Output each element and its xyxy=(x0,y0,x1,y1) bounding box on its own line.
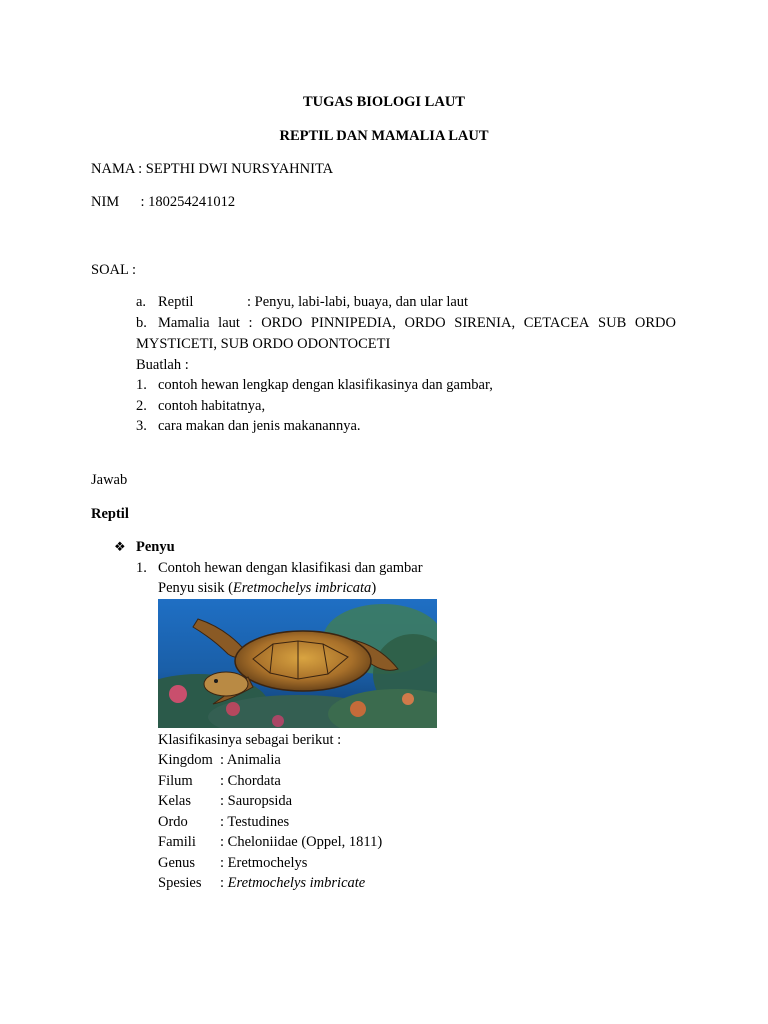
soal-item-b-continuation: MYSTICETI, SUB ORDO ODONTOCETI xyxy=(136,336,391,352)
nim-value: : 180254241012 xyxy=(140,194,236,210)
word: ORDO xyxy=(634,315,676,331)
classification-row xyxy=(158,751,281,769)
classification-label: Kelas xyxy=(158,793,192,809)
classification-value: : Sauropsida xyxy=(220,793,293,809)
document-subtitle: REPTIL DAN MAMALIA LAUT xyxy=(279,128,489,144)
classification-value: : Animalia xyxy=(220,752,281,768)
classification-label: Ordo xyxy=(158,814,188,830)
jawab-label: Jawab xyxy=(91,472,128,488)
classification-row xyxy=(158,772,281,790)
classification-value: : Chordata xyxy=(220,773,281,789)
subsection-heading-penyu: Penyu xyxy=(136,539,175,555)
word: SIRENIA, xyxy=(454,315,516,331)
word: SUB xyxy=(598,315,627,331)
document-title: TUGAS BIOLOGI LAUT xyxy=(303,94,465,110)
task-1-text: contoh hewan lengkap dengan klasifikasinya dan gambar, xyxy=(158,377,493,393)
classification-label: Famili xyxy=(158,834,196,850)
classification-row-species xyxy=(158,874,365,892)
species-close-paren: ) xyxy=(371,580,377,596)
classification-value: : Eretmochelys xyxy=(220,855,308,871)
classification-label: Kingdom xyxy=(158,752,213,768)
soal-item-a-text: : Penyu, labi-labi, buaya, dan ular laut xyxy=(247,294,469,310)
student-nim xyxy=(91,193,235,211)
task-3-text: cara makan dan jenis makanannya. xyxy=(158,418,361,434)
buatlah-label: Buatlah : xyxy=(136,357,189,373)
soal-item-a-marker: a. xyxy=(136,294,147,310)
section-heading-reptil: Reptil xyxy=(91,506,129,522)
species-common-name: Penyu sisik ( xyxy=(158,580,233,596)
word: : xyxy=(248,315,253,331)
classification-label: Spesies xyxy=(158,875,202,891)
diamond-bullet-icon: ❖ xyxy=(114,539,126,554)
classification-row xyxy=(158,833,382,851)
word: laut xyxy=(218,315,240,331)
word: CETACEA xyxy=(523,315,590,331)
word: ORDO xyxy=(404,315,446,331)
soal-item-b-marker: b. xyxy=(136,315,147,331)
task-2-text: contoh habitatnya, xyxy=(158,398,266,414)
hawksbill-turtle-photo xyxy=(158,599,437,728)
classification-value-species: Eretmochelys imbricate xyxy=(227,875,366,891)
classification-label: Genus xyxy=(158,855,196,871)
task-2-marker: 2. xyxy=(136,398,147,414)
classification-label: Filum xyxy=(158,773,193,789)
soal-item-a-label: Reptil xyxy=(158,294,194,310)
soal-heading: SOAL : xyxy=(91,262,136,278)
species-scientific-name: Eretmochelys imbricata xyxy=(232,580,372,596)
task-3-marker: 3. xyxy=(136,418,147,434)
soal-item-b-line xyxy=(158,314,676,332)
classification-value: : Cheloniidae (Oppel, 1811) xyxy=(220,834,383,850)
task-1-marker: 1. xyxy=(136,377,147,393)
classification-value-prefix: : xyxy=(220,875,228,891)
classification-row xyxy=(158,854,307,872)
student-name: NAMA : SEPTHI DWI NURSYAHNITA xyxy=(91,161,334,177)
classification-row xyxy=(158,813,289,831)
answer-item-1-marker: 1. xyxy=(136,560,147,576)
word: ORDO xyxy=(261,315,303,331)
word: PINNIPEDIA, xyxy=(310,315,396,331)
answer-item-1-text: Contoh hewan dengan klasifikasi dan gambar xyxy=(158,560,423,576)
nim-label: NIM xyxy=(91,194,120,210)
word: Mamalia xyxy=(158,315,210,331)
classification-intro: Klasifikasinya sebagai berikut : xyxy=(158,732,342,748)
classification-row xyxy=(158,792,292,810)
species-caption xyxy=(158,579,376,597)
classification-value: : Testudines xyxy=(220,814,290,830)
